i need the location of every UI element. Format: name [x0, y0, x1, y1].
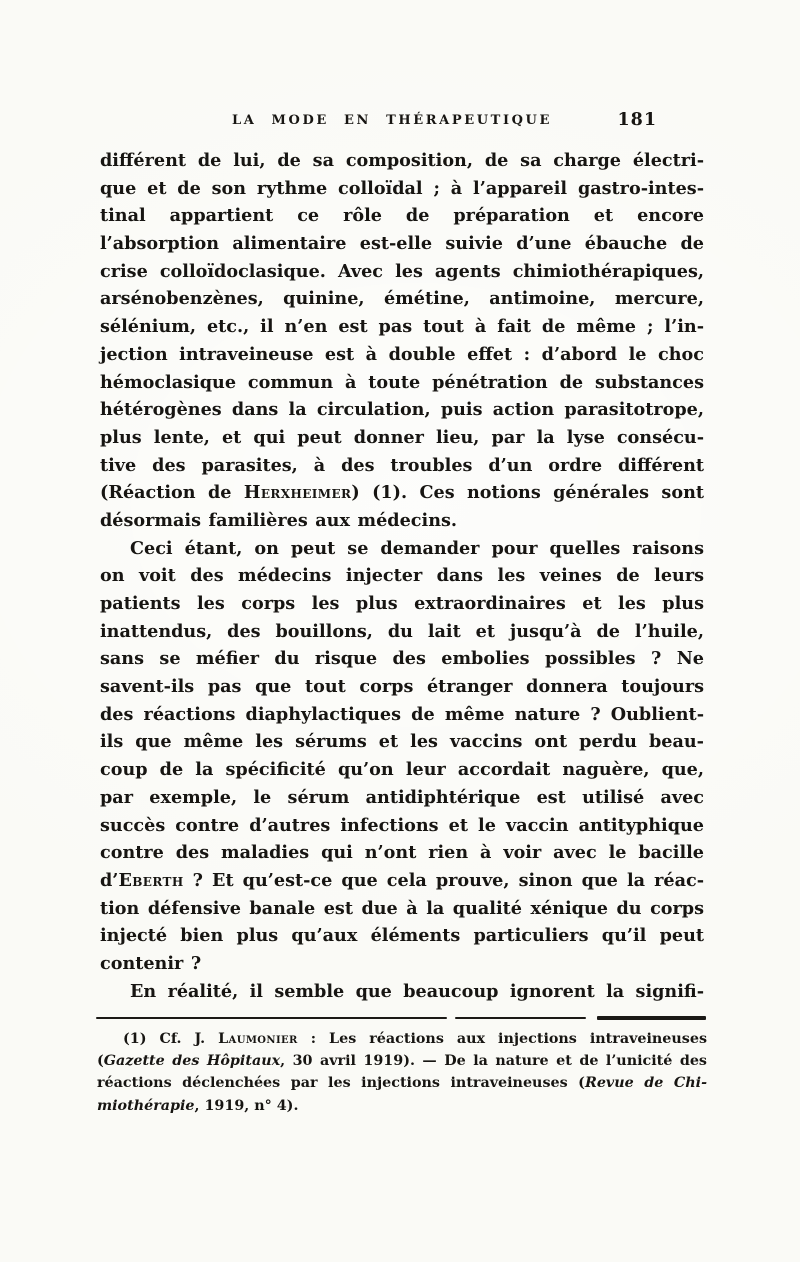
text-line	[100, 950, 704, 978]
small-caps-name: Laumonier	[218, 1031, 298, 1047]
text-segment: , 1919, n° 4).	[194, 1097, 299, 1114]
text-segment: jection intraveineuse est à double effet : d’abord le choc	[100, 343, 704, 365]
footnote	[97, 1028, 707, 1117]
text-line	[100, 922, 704, 950]
text-segment: tinal appartient ce rôle de préparation et encore	[100, 205, 704, 227]
text-segment: crise colloïdoclasique. Avec les agents chimiothérapiques,	[100, 260, 704, 282]
text-segment: arsénobenzènes, quinine, émétine, antimoine, mercure,	[100, 288, 704, 310]
separator-segment	[455, 1017, 586, 1020]
separator-segment	[597, 1016, 706, 1019]
italic-citation: Gazette des Hôpitaux	[103, 1053, 281, 1070]
text-line	[100, 590, 704, 618]
small-caps-name: Eberth	[118, 869, 184, 891]
text-line	[100, 701, 704, 729]
text-segment: (Réaction de	[100, 482, 244, 504]
text-segment: désormais familières aux médecins.	[100, 509, 458, 531]
text-line	[100, 728, 704, 756]
text-line	[100, 507, 704, 535]
text-line	[100, 562, 704, 590]
text-segment: Ceci étant, on peut se demander pour quelles raisons	[130, 537, 704, 559]
text-segment: ) (1). Ces notions générales sont	[351, 482, 704, 504]
text-segment: contenir ?	[100, 952, 202, 974]
text-line	[100, 978, 704, 1006]
text-segment: En réalité, il semble que beaucoup ignorent la signifi-	[130, 980, 704, 1002]
text-segment: patients les corps les plus extraordinaires et les plus	[100, 593, 704, 614]
italic-citation: miothérapie	[97, 1097, 195, 1114]
text-line	[100, 258, 704, 286]
text-segment: par exemple, le sérum antidiphtérique est utilisé avec	[100, 786, 704, 808]
page-number: 181	[617, 110, 657, 130]
text-segment: : Les réactions aux injections intraveineuses	[297, 1031, 707, 1047]
text-line	[97, 1095, 707, 1117]
text-segment: hémoclasique commun à toute pénétration de substances	[100, 371, 704, 393]
text-segment: que et de son rythme colloïdal ; à l’appareil gastro-intes-	[100, 177, 704, 199]
text-line	[97, 1028, 707, 1050]
text-segment: on voit des médecins injecter dans les veines de leurs	[100, 565, 704, 587]
text-line	[100, 673, 704, 701]
text-segment: d’	[100, 869, 119, 891]
text-line	[100, 895, 704, 923]
text-segment: sans se méfier du risque des embolies possibles ? Ne	[100, 648, 704, 670]
running-title: LA MODE EN THÉRAPEUTIQUE	[232, 113, 552, 128]
text-line	[100, 535, 704, 563]
text-line	[100, 341, 704, 369]
text-segment: des réactions diaphylactiques de même nature ? Oublient-	[100, 703, 704, 725]
text-segment: coup de la spécificité qu’on leur accordait naguère, que,	[100, 759, 704, 781]
text-segment: succès contre d’autres infections et le vaccin antityphique	[100, 814, 704, 836]
text-line	[100, 756, 704, 784]
text-segment: tive des parasites, à des troubles d’un ordre différent	[100, 454, 704, 476]
text-line	[100, 784, 704, 812]
text-segment: ils que même les sérums et les vaccins ont perdu beau-	[100, 731, 704, 753]
page-header	[100, 110, 704, 136]
text-line	[100, 618, 704, 646]
text-line	[100, 645, 704, 673]
footnote-separator	[96, 1016, 706, 1020]
text-line	[100, 230, 704, 258]
text-line	[97, 1072, 707, 1094]
text-segment: injecté bien plus qu’aux éléments particuliers qu’il peut	[100, 925, 704, 947]
text-segment: tion défensive banale est due à la qualité xénique du corps	[100, 897, 704, 919]
text-line	[97, 1050, 707, 1072]
body-text	[100, 147, 704, 1005]
text-segment: réactions déclenchées par les injections intraveineuses (	[97, 1075, 585, 1092]
text-line	[100, 147, 704, 175]
text-line	[100, 812, 704, 840]
text-segment: différent de lui, de sa composition, de sa charge électri-	[100, 150, 704, 171]
text-line	[100, 396, 704, 424]
text-line	[100, 839, 704, 867]
text-line	[100, 479, 704, 507]
text-line	[100, 202, 704, 230]
text-segment: , 30 avril 1919). — De la nature et de l’unicité des	[280, 1053, 707, 1070]
text-segment: savent-ils pas que tout corps étranger donnera toujours	[100, 676, 704, 698]
text-line	[100, 424, 704, 452]
text-segment: (1) Cf. J.	[123, 1031, 219, 1047]
text-segment: ? Et qu’est-ce que cela prouve, sinon que la réac-	[183, 869, 704, 891]
text-segment: sélénium, etc., il n’en est pas tout à fait de même ; l’in-	[100, 316, 704, 338]
text-line	[100, 285, 704, 313]
small-caps-name: Herxheimer	[243, 482, 352, 504]
text-line	[100, 313, 704, 341]
separator-segment	[96, 1017, 447, 1020]
text-segment: l’absorption alimentaire est-elle suivie d’une ébauche de	[100, 233, 704, 255]
italic-citation: Revue de Chi-	[584, 1075, 708, 1092]
text-line	[100, 369, 704, 397]
text-segment: inattendus, des bouillons, du lait et jusqu’à de l’huile,	[100, 620, 704, 642]
text-line	[100, 867, 704, 895]
text-segment: hétérogènes dans la circulation, puis action parasitotrope,	[100, 399, 704, 421]
text-segment: (	[97, 1053, 104, 1070]
text-line	[100, 452, 704, 480]
text-segment: contre des maladies qui n’ont rien à voir avec le bacille	[100, 842, 704, 864]
text-line	[100, 175, 704, 203]
text-segment: plus lente, et qui peut donner lieu, par la lyse consécu-	[100, 426, 704, 448]
